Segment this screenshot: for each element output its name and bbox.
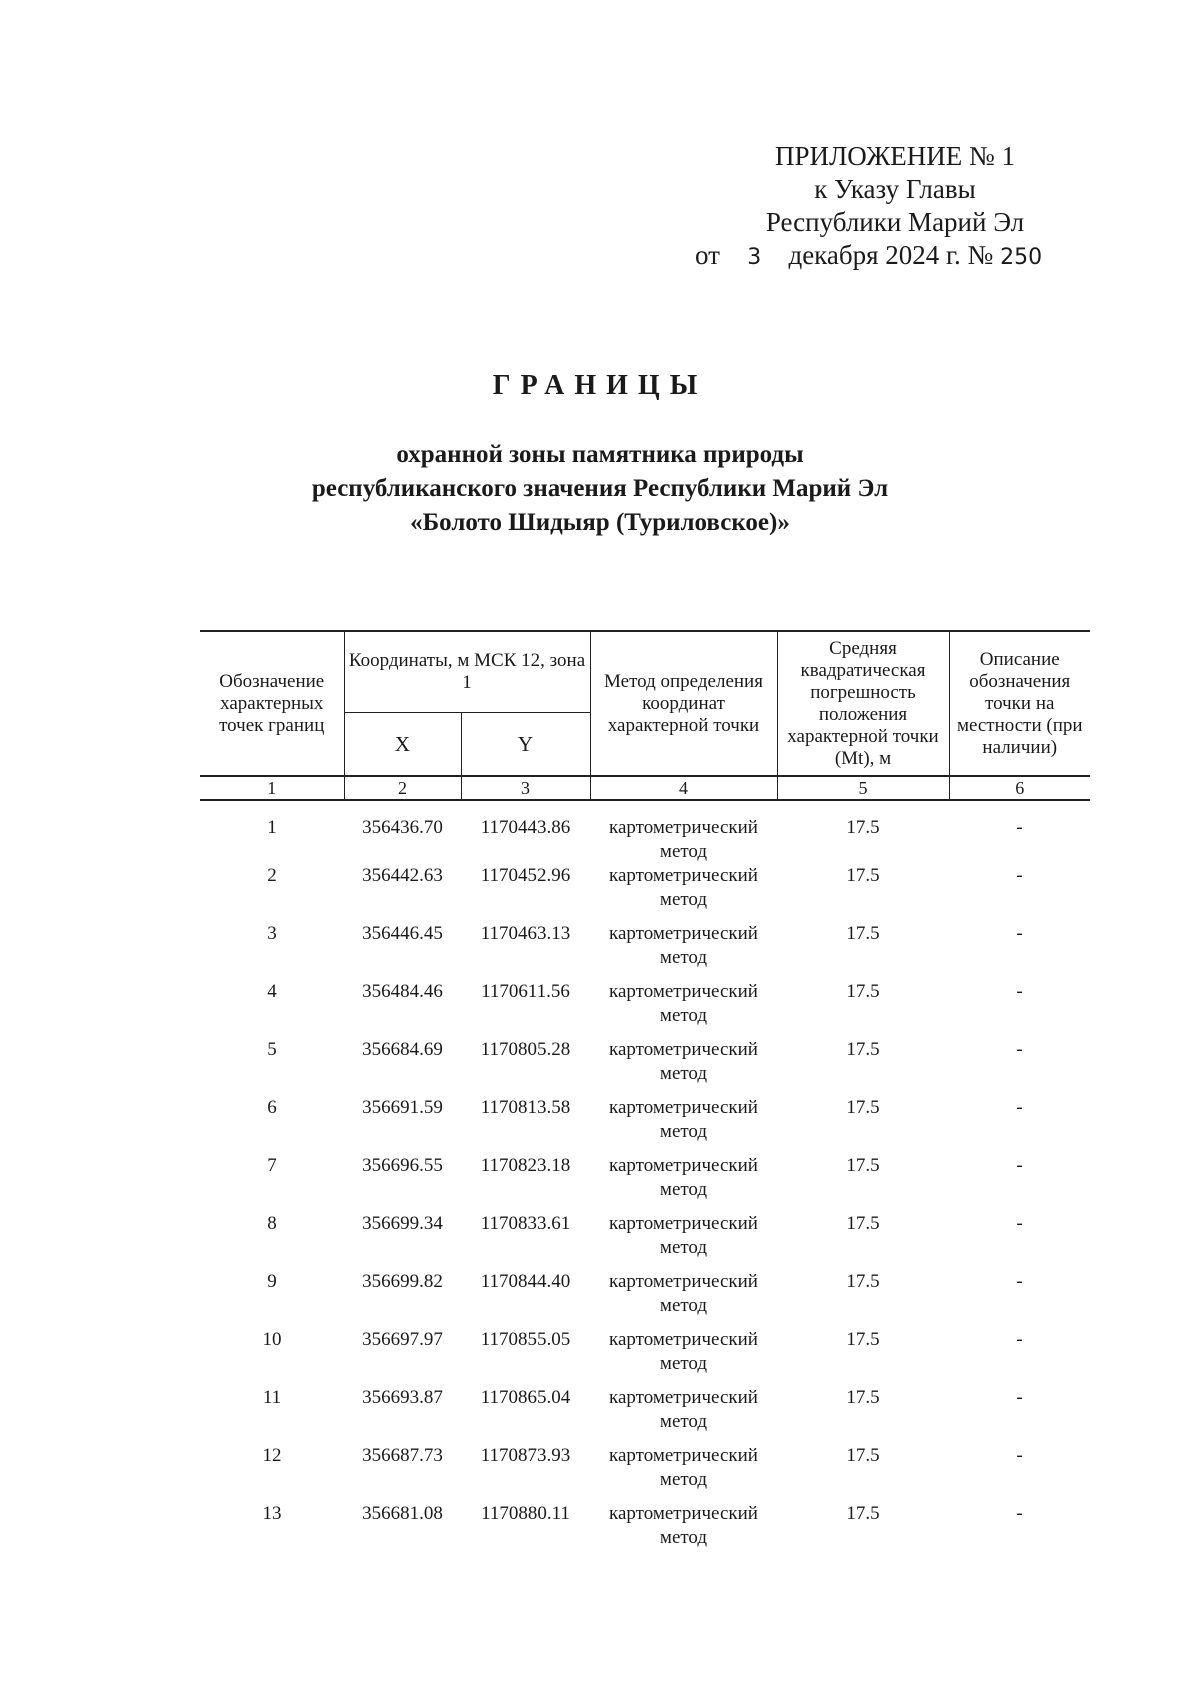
header-point-designation: Обозначение характерных точек границ [200, 631, 344, 776]
cell-point: 12 [262, 1445, 282, 1466]
cell-y: 1170880.11 [481, 1503, 570, 1524]
cell-error: 17.5 [846, 981, 880, 1002]
column-number: 6 [949, 776, 1090, 800]
header-method: Метод определения координат характерной точки [590, 631, 777, 776]
cell-error: 17.5 [846, 1329, 880, 1350]
cell-y: 1170865.04 [480, 1387, 571, 1408]
cell-error: 17.5 [846, 1445, 880, 1466]
header-error: Средняя квадратическая погрешность положения характерной точки (Mt), м [777, 631, 949, 776]
cell-error: 17.5 [846, 865, 880, 886]
table-row [200, 1154, 1090, 1212]
appendix-title: ПРИЛОЖЕНИЕ № 1 [774, 141, 1016, 171]
header-coordinates: Координаты, м МСК 12, зона 1 [344, 631, 590, 713]
appendix-block [680, 140, 1110, 274]
table-row [200, 1328, 1090, 1386]
cell-method: картометрический метод [609, 1445, 758, 1490]
cell-point: 1 [267, 817, 277, 838]
cell-method: картометрический метод [609, 1155, 758, 1200]
cell-point: 4 [267, 981, 277, 1002]
cell-point: 3 [267, 923, 277, 944]
cell-y: 1170452.96 [480, 865, 571, 886]
cell-x: 356442.63 [362, 865, 443, 886]
boundary-points-table [200, 630, 1090, 1560]
column-number: 3 [461, 776, 590, 800]
cell-error: 17.5 [846, 1213, 880, 1234]
cell-y: 1170611.56 [481, 981, 570, 1002]
cell-x: 356697.97 [362, 1329, 443, 1350]
header-y: Y [461, 713, 590, 777]
cell-point: 2 [267, 865, 277, 886]
cell-x: 356436.70 [362, 817, 443, 838]
cell-y: 1170855.05 [480, 1329, 571, 1350]
table-row [200, 1386, 1090, 1444]
cell-description: - [1016, 1387, 1023, 1408]
column-numbers-row [200, 776, 1090, 800]
column-number: 5 [777, 776, 949, 800]
table-row [200, 800, 1090, 864]
cell-description: - [1016, 865, 1023, 886]
cell-y: 1170463.13 [480, 923, 571, 944]
cell-description: - [1016, 1503, 1023, 1524]
cell-y: 1170805.28 [480, 1039, 571, 1060]
cell-description: - [1016, 817, 1023, 838]
cell-y: 1170823.18 [480, 1155, 571, 1176]
cell-description: - [1016, 1155, 1023, 1176]
cell-description: - [1016, 1097, 1023, 1118]
table-row [200, 1212, 1090, 1270]
cell-method: картометрический метод [609, 923, 758, 968]
cell-y: 1170873.93 [480, 1445, 571, 1466]
cell-point: 7 [267, 1155, 277, 1176]
table-row [200, 922, 1090, 980]
cell-description: - [1016, 1039, 1023, 1060]
cell-error: 17.5 [846, 1503, 880, 1524]
cell-error: 17.5 [846, 1039, 880, 1060]
column-number: 1 [200, 776, 344, 800]
appendix-reference: к Указу Главы [814, 174, 976, 204]
cell-description: - [1016, 1445, 1023, 1466]
column-number: 2 [344, 776, 461, 800]
cell-method: картометрический метод [609, 1387, 758, 1432]
decree-day: 3 [747, 245, 762, 270]
cell-x: 356699.82 [362, 1271, 443, 1292]
cell-error: 17.5 [846, 1271, 880, 1292]
cell-point: 13 [262, 1503, 282, 1524]
cell-method: картометрический метод [609, 817, 758, 862]
cell-y: 1170844.40 [480, 1271, 571, 1292]
cell-method: картометрический метод [609, 865, 758, 910]
cell-description: - [1016, 1213, 1023, 1234]
cell-point: 6 [267, 1097, 277, 1118]
table-row [200, 980, 1090, 1038]
cell-method: картометрический метод [609, 1097, 758, 1142]
header-description: Описание обозначения точки на местности (при наличии) [949, 631, 1090, 776]
table-row [200, 1444, 1090, 1502]
table-row [200, 1038, 1090, 1096]
cell-point: 8 [267, 1213, 277, 1234]
table-row [200, 1502, 1090, 1560]
appendix-republic: Республики Марий Эл [765, 207, 1025, 237]
cell-error: 17.5 [846, 1155, 880, 1176]
cell-point: 5 [267, 1039, 277, 1060]
cell-error: 17.5 [846, 1097, 880, 1118]
date-prefix: от [695, 240, 720, 270]
column-number: 4 [590, 776, 777, 800]
cell-x: 356684.69 [362, 1039, 443, 1060]
cell-point: 9 [267, 1271, 277, 1292]
cell-y: 1170833.61 [480, 1213, 571, 1234]
decree-date-line [695, 239, 1110, 274]
cell-y: 1170443.86 [480, 817, 571, 838]
cell-error: 17.5 [846, 817, 880, 838]
document-subtitle [0, 438, 1200, 540]
cell-method: картометрический метод [609, 981, 758, 1026]
cell-description: - [1016, 1271, 1023, 1292]
cell-x: 356696.55 [362, 1155, 443, 1176]
decree-date-text: декабря 2024 г. № [788, 240, 994, 270]
table-body [200, 800, 1090, 1560]
cell-x: 356693.87 [362, 1387, 443, 1408]
cell-description: - [1016, 1329, 1023, 1350]
cell-error: 17.5 [846, 923, 880, 944]
cell-description: - [1016, 923, 1023, 944]
table-row [200, 1096, 1090, 1154]
table-row [200, 864, 1090, 922]
cell-x: 356699.34 [362, 1213, 443, 1234]
cell-x: 356691.59 [362, 1097, 443, 1118]
cell-x: 356681.08 [362, 1503, 443, 1524]
header-x: X [344, 713, 461, 777]
cell-x: 356446.45 [362, 923, 443, 944]
subtitle-line-2: республиканского значения Республики Марий Эл [311, 475, 889, 502]
cell-method: картометрический метод [609, 1329, 758, 1374]
cell-method: картометрический метод [609, 1271, 758, 1316]
cell-method: картометрический метод [609, 1213, 758, 1258]
document-title: ГРАНИЦЫ [492, 370, 708, 401]
decree-number: 250 [1000, 245, 1043, 270]
cell-point: 11 [262, 1387, 282, 1408]
subtitle-line-1: охранной зоны памятника природы [396, 441, 804, 468]
subtitle-line-3: «Болото Шидыяр (Туриловское)» [410, 509, 790, 536]
cell-error: 17.5 [846, 1387, 880, 1408]
cell-method: картометрический метод [609, 1503, 758, 1548]
cell-point: 10 [262, 1329, 282, 1350]
cell-y: 1170813.58 [480, 1097, 571, 1118]
cell-x: 356687.73 [362, 1445, 443, 1466]
table-row [200, 1270, 1090, 1328]
cell-description: - [1016, 981, 1023, 1002]
cell-x: 356484.46 [362, 981, 443, 1002]
table-header [200, 631, 1090, 800]
cell-method: картометрический метод [609, 1039, 758, 1084]
